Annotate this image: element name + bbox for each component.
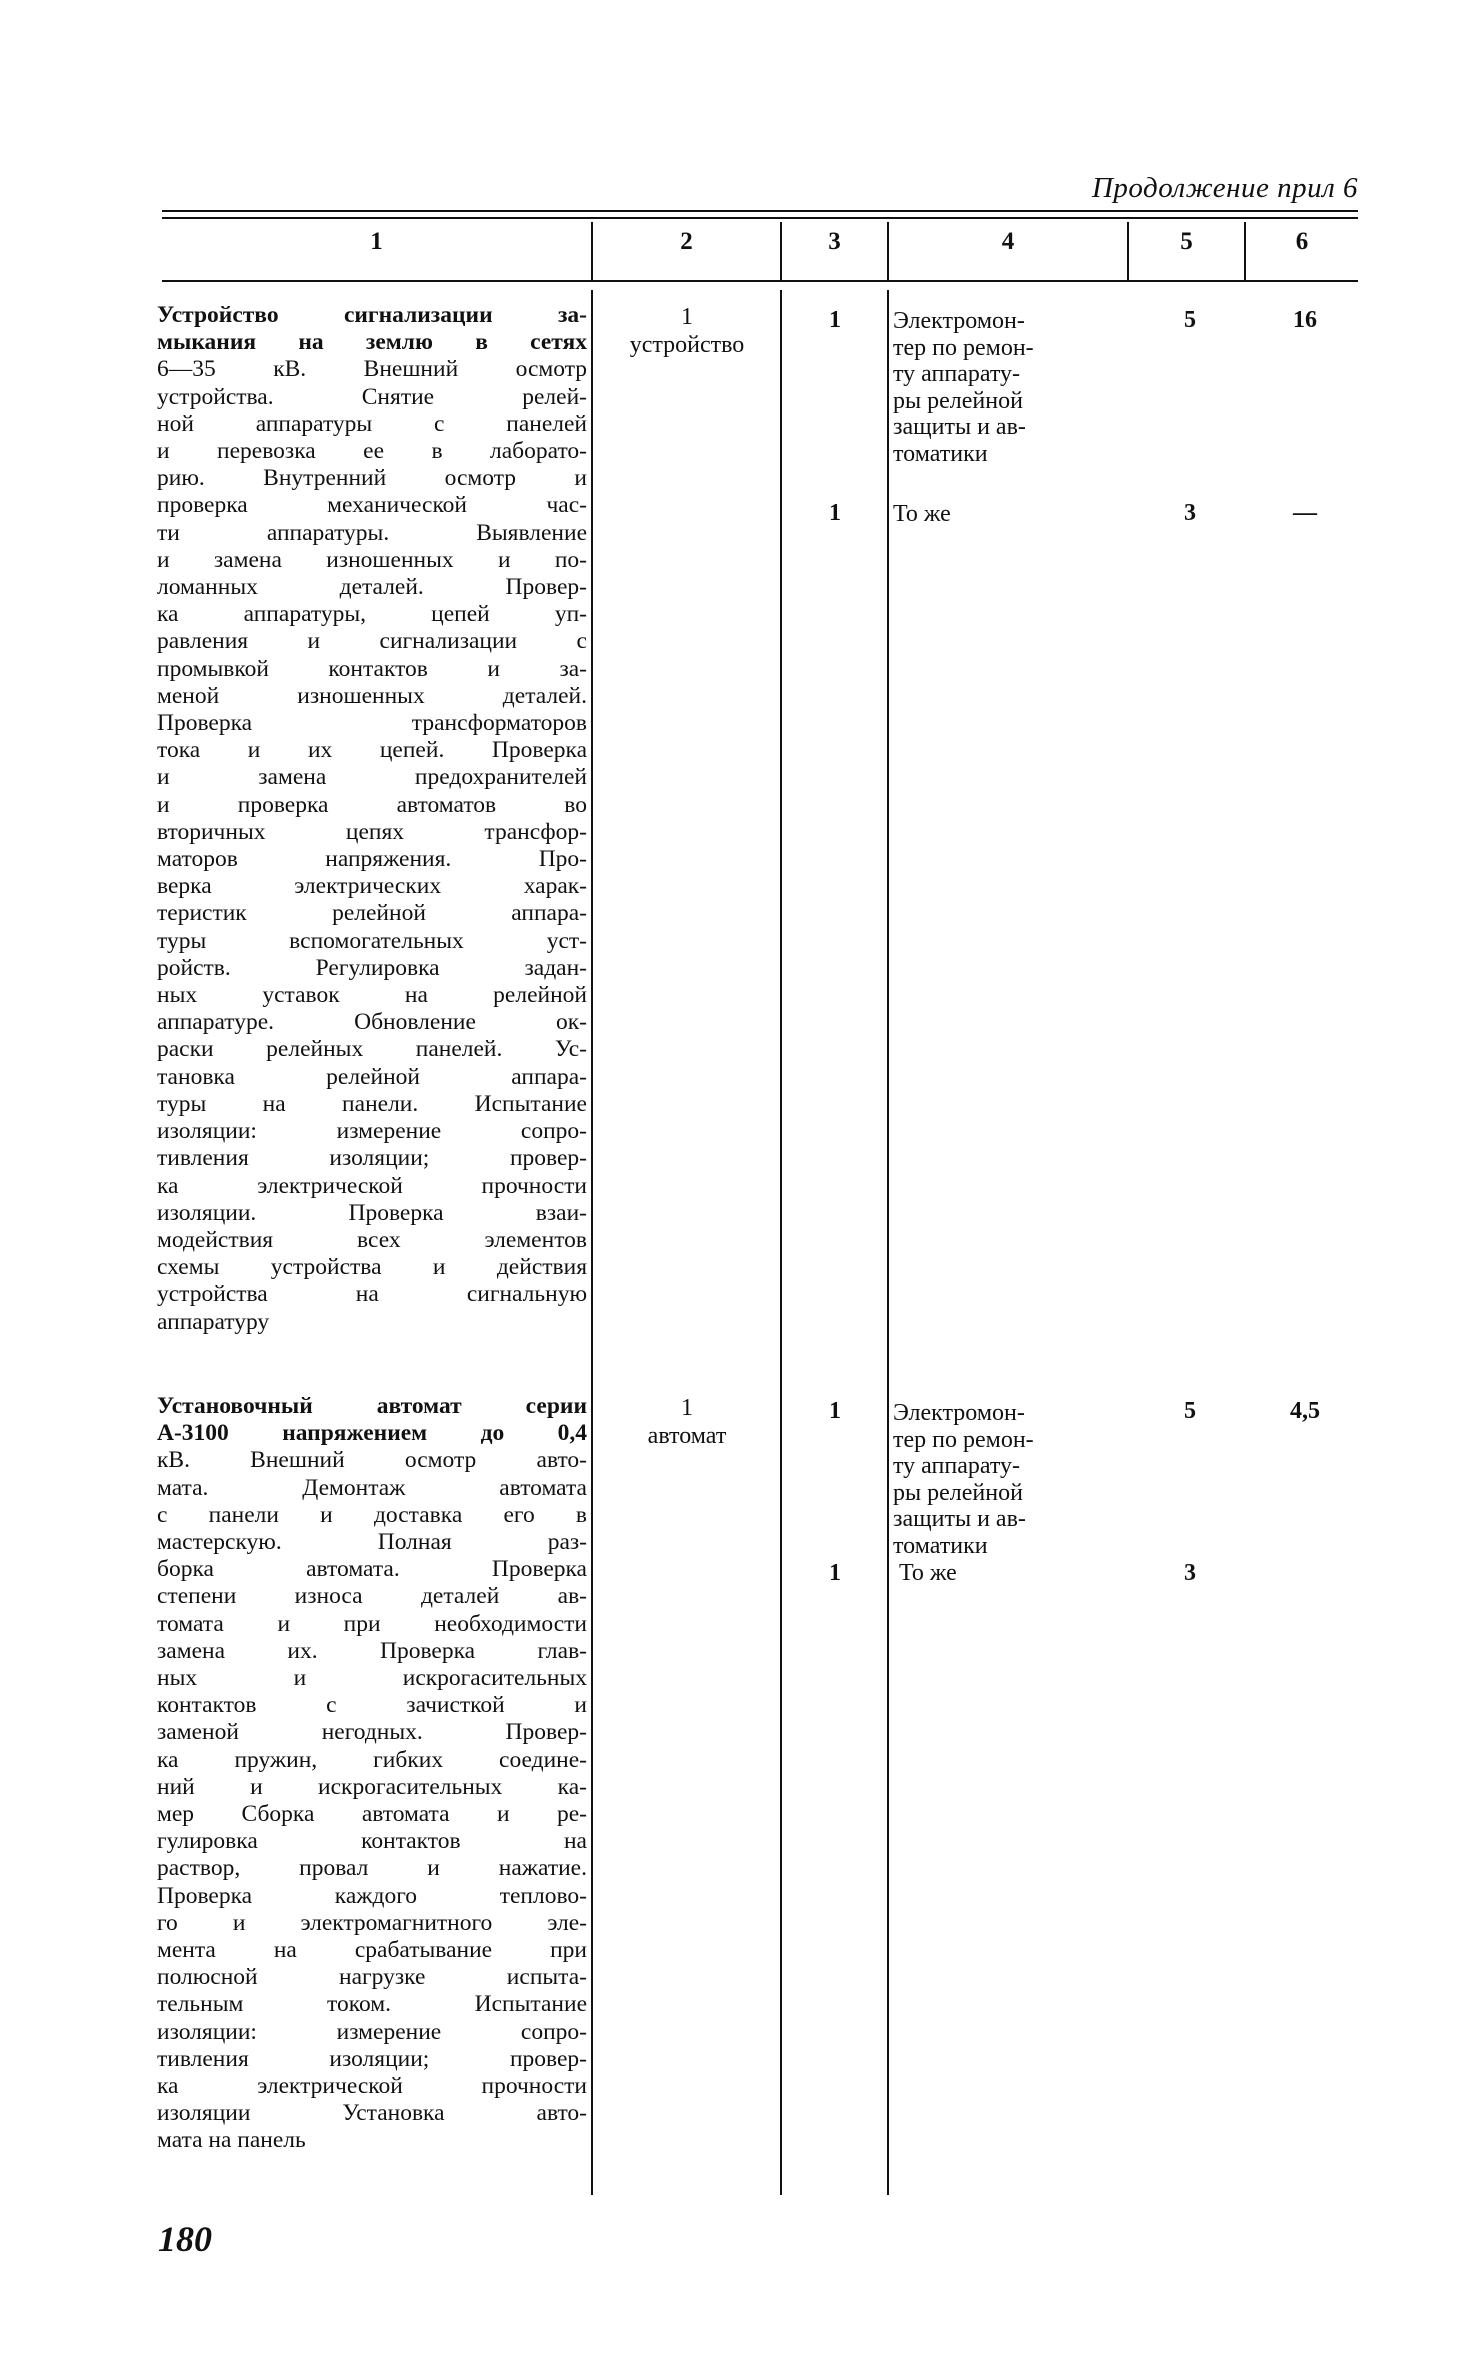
desc-line: кВ. Внешний осмотр авто- (157, 1447, 587, 1474)
desc-line: мыкания на землю в сетях (157, 329, 587, 356)
desc-line: степени износа деталей ав- (157, 1583, 587, 1610)
desc-line: мастерскую. Полная раз- (157, 1529, 587, 1556)
desc-line: устройства. Снятие релей- (157, 383, 587, 410)
desc-line: ломанных деталей. Провер- (157, 574, 587, 601)
desc-line: тивления изоляции; провер- (157, 2045, 587, 2072)
desc-line: модействия всех элементов (157, 1226, 587, 1253)
desc-line: Устройство сигнализации за- (157, 302, 587, 328)
desc-line: гулировка контактов на (157, 1828, 587, 1855)
header-col-6: 6 (1295, 228, 1309, 255)
desc-line: ных и искрогасительных (157, 1665, 587, 1692)
desc-line: го и электромагнитного эле- (157, 1909, 587, 1936)
row-2-entry-2-col4 (893, 1560, 1125, 1587)
desc-line: раствор, провал и нажатие. (157, 1855, 587, 1882)
desc-line: ка электрической прочности (157, 1172, 587, 1199)
desc-line: аппаратуру (157, 1308, 270, 1335)
desc-line: тивления изоляции; провер- (157, 1145, 587, 1172)
header-col-5: 5 (1180, 228, 1193, 255)
row-2-entry-1-col3: 1 (829, 1398, 841, 1424)
col4-line: Электромон- (893, 1400, 1025, 1426)
col4-line: ту аппарату- (893, 1453, 1021, 1479)
desc-line: ка аппаратуры, цепей уп- (157, 601, 587, 628)
row-2-entry-1-col5: 5 (1184, 1398, 1196, 1424)
desc-line: и замена изношенных и по- (157, 546, 587, 573)
desc-line: туры вспомогательных уст- (157, 927, 587, 954)
desc-line: туры на панели. Испытание (157, 1090, 587, 1117)
desc-line: вторичных цепях трансфор- (157, 818, 587, 845)
desc-line: маторов напряжения. Про- (157, 846, 587, 873)
col4-line: тер по ремон- (893, 1426, 1034, 1453)
desc-line: и проверка автоматов во (157, 791, 587, 818)
desc-line: борка автомата. Проверка (157, 1556, 587, 1583)
table-top-rule (162, 210, 1358, 212)
desc-line: мер Сборка автомата и ре- (157, 1801, 587, 1828)
row-1-entry-1-col4 (893, 308, 1125, 467)
desc-line: полюсной нагрузке испыта- (157, 1964, 587, 1991)
col4-line: защиты и ав- (893, 414, 1026, 440)
desc-line: изоляции Установка авто- (157, 2100, 587, 2127)
desc-line: теристик релейной аппара- (157, 900, 587, 927)
desc-line: Проверка трансформаторов (157, 710, 587, 737)
desc-line: промывкой контактов и за- (157, 655, 587, 682)
desc-line: ний и искрогасительных ка- (157, 1773, 587, 1800)
body-divider-1 (591, 290, 593, 2195)
desc-line: устройства на сигнальную (157, 1281, 587, 1308)
desc-line: замена их. Проверка глав- (157, 1637, 587, 1664)
header-col-2: 2 (680, 228, 693, 255)
desc-line: ка пружин, гибких соедине- (157, 1746, 587, 1773)
desc-line: тока и их цепей. Проверка (157, 737, 587, 764)
desc-line: тановка релейной аппара- (157, 1063, 587, 1090)
col4-line: То же (893, 501, 951, 527)
desc-line: изоляции: измерение сопро- (157, 1118, 587, 1145)
header-col-3: 3 (828, 228, 841, 255)
desc-line: тельным током. Испытание (157, 1991, 587, 2018)
body-divider-3 (887, 290, 889, 2195)
col4-line: ры релейной (893, 387, 1023, 414)
col4-line: То же (893, 1560, 957, 1586)
desc-line: меной изношенных деталей. (157, 682, 587, 709)
desc-line: Установочный автомат серии (157, 1393, 587, 1419)
row-2-entry-1-col6: 4,5 (1290, 1398, 1320, 1424)
desc-line: заменой негодных. Провер- (157, 1719, 587, 1746)
desc-line: и перевозка ее в лаборато- (157, 438, 587, 465)
row-1-entry-2-col3: 1 (829, 500, 841, 526)
desc-line: и замена предохранителей (157, 764, 587, 791)
row-1-unit-count: 1 (681, 304, 693, 330)
table-header-rule-bottom (162, 280, 1358, 282)
row-1-entry-2-col4 (893, 501, 1125, 528)
desc-line: 6—35 кВ. Внешний осмотр (157, 356, 587, 383)
row-2-entry-2-col3: 1 (829, 1560, 841, 1586)
table-header-rule-top (162, 217, 1358, 219)
row-2-description (157, 1393, 587, 2155)
desc-line: схемы устройства и действия (157, 1254, 587, 1281)
col4-line: тер по ремон- (893, 334, 1034, 361)
row-1-entry-1-col5: 5 (1184, 307, 1196, 333)
row-1-entry-1-col6: 16 (1293, 307, 1317, 333)
desc-line: аппаратуре. Обновление ок- (157, 1009, 587, 1036)
row-1-unit-name: устройство (629, 332, 745, 358)
desc-line: ройств. Регулировка задан- (157, 954, 587, 981)
desc-line: А-3100 напряжением до 0,4 (157, 1420, 587, 1447)
desc-line: ти аппаратуры. Выявление (157, 519, 587, 546)
row-2-entry-2-col5: 3 (1184, 1560, 1196, 1586)
row-2-entry-1-col4 (893, 1400, 1125, 1559)
desc-line: Проверка каждого теплово- (157, 1882, 587, 1909)
desc-line: изоляции: измерение сопро- (157, 2018, 587, 2045)
desc-line: с панели и доставка его в (157, 1501, 587, 1528)
desc-line: равления и сигнализации с (157, 628, 587, 655)
desc-line: ной аппаратуры с панелей (157, 410, 587, 437)
desc-line: мата. Демонтаж автомата (157, 1474, 587, 1501)
desc-line: верка электрических харак- (157, 873, 587, 900)
row-2-unit-name: автомат (647, 1423, 727, 1449)
row-1-entry-2-col6: — (1293, 500, 1317, 526)
desc-line: рию. Внутренний осмотр и (157, 465, 587, 492)
running-head: Продолжение прил 6 (1091, 172, 1358, 204)
row-1-entry-2-col5: 3 (1184, 500, 1196, 526)
row-2-unit-count: 1 (681, 1395, 693, 1421)
desc-line: контактов с зачисткой и (157, 1692, 587, 1719)
body-divider-2 (780, 290, 782, 2195)
desc-line: мента на срабатывание при (157, 1937, 587, 1964)
desc-line: изоляции. Проверка взаи- (157, 1199, 587, 1226)
col4-line: ту аппарату- (893, 361, 1021, 387)
col4-line: томатики (893, 440, 988, 467)
desc-line: раски релейных панелей. Ус- (157, 1036, 587, 1063)
desc-line: ка электрической прочности (157, 2073, 587, 2100)
desc-line: томата и при необходимости (157, 1610, 587, 1637)
desc-line: проверка механической час- (157, 492, 587, 519)
col4-line: ры релейной (893, 1479, 1023, 1506)
col4-line: защиты и ав- (893, 1506, 1026, 1532)
row-1-description (157, 302, 587, 1336)
desc-line: ных уставок на релейной (157, 982, 587, 1009)
row-1-entry-1-col3: 1 (829, 307, 841, 333)
header-col-4: 4 (1001, 228, 1015, 255)
page-number: 180 (158, 2219, 212, 2259)
desc-line: мата на панель (157, 2127, 306, 2154)
header-col-1: 1 (370, 228, 383, 255)
col4-line: Электромон- (893, 308, 1025, 334)
col4-line: томатики (893, 1532, 988, 1559)
